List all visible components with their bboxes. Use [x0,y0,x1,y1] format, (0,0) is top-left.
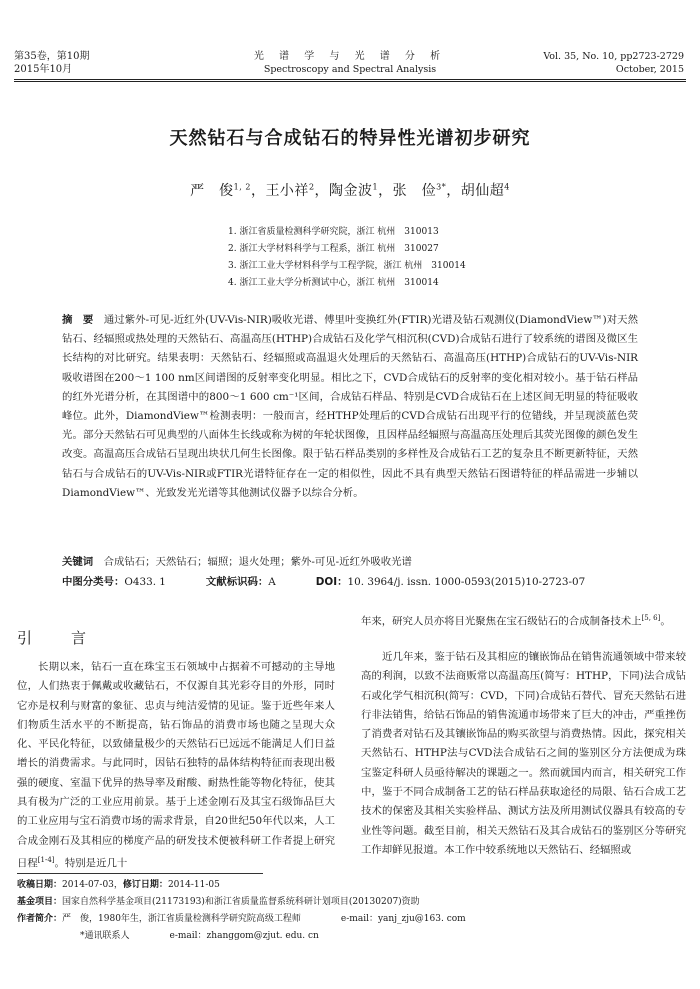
author-sup: 2 [308,182,315,192]
header-volume-cn: 第35卷，第10期 [14,51,90,62]
doi-value: 10. 3964/j. issn. 1000-0593(2015)10-2723-07 [347,576,586,588]
received-label: 收稿日期： [17,880,63,890]
author-name: 张 俭 [392,183,437,199]
affiliation-item: 3. 浙江工业大学材料科学与工程学院，浙江 杭州 310014 [228,261,466,271]
keywords-text: 合成钻石；天然钻石；辐照；退火处理；紫外-可见-近红外吸收光谱 [103,556,412,568]
doi-label: DOI： [315,576,348,588]
body-left-tail: 。特别是近几十 [54,857,128,870]
header-rule [14,79,686,80]
footnote-rule [17,873,263,874]
keywords-label: 关键词 [62,556,94,568]
author-name: 王小祥 [265,183,309,199]
section-title-introduction: 引 言 [17,629,99,647]
author-sup: 1, 2 [233,182,251,192]
author-list: 严 俊$^{1, 2}$，王小祥$^2$，陶金波$^1$，张 俭$^{3*}$，胡仙超$^4$ [190,182,510,199]
header-date-cn: 2015年10月 [14,64,73,75]
footnote-author [17,912,466,927]
header-journal-en: Spectroscopy and Spectral Analysis [263,64,437,75]
author-name: 胡仙超 [460,183,505,199]
author-sup: 3* [436,182,447,192]
header-rule-thin [14,81,686,82]
author-bio-label: 作者简介： [17,914,63,924]
author-bio-value: 严 俊，1980年生，浙江省质量检测科学研究院高级工程师 [62,914,301,924]
header-volume-en-block [543,50,684,76]
header-journal-cn: 光 谱 学 与 光 谱 分 析 [253,51,447,62]
doc-code-label: 文献标识码： [205,576,269,588]
author-name: 陶金波 [329,183,373,199]
affiliation-item: 1. 浙江省质量检测科学研究院，浙江 杭州 310013 [228,227,439,237]
paper-title: 天然钻石与合成钻石的特异性光谱初步研究 [169,128,531,149]
body-left-text: 长期以来，钻石一直在珠宝玉石领域中占据着不可撼动的主导地位，人们热衷于佩戴或收藏钻石，不仅源自其光彩夺目的外形，同时它亦是权利与财富的象征、忠贞与纯洁爱情的见证。鉴于近些年来人们物质生活水平的不断提高，钻石饰品的消费市场也随之呈现大众化、平民化特征，以致储量极少的天然钻石已远远不能满足人们日益增长的消费需求。与此同时，因钻石独特的晶体结构特征而表现出极强的硬度、室温下优异的热导率及耐酸、耐热性能等物化特征，使其具有极为广泛的工业应用前景。基于上述金刚石及其宝石级饰品巨大的工业应用与宝石消费市场的需求背景，自20世纪50年代以来，人工合成金刚石及其相应的梯度产品的研发技术便被科研工作者提上研究日程 [17,661,335,870]
abstract-text: 通过紫外-可见-近红外(UV-Vis-NIR)吸收光谱、傅里叶变换红外(FTIR)光谱及钻石观测仪(DiamondView™)对天然钻石、经辐照或热处理的天然钻石、高温高压(HTHP)合成钻石及化学气相沉积(CVD)合成钻石进行了较系统的谱图及微区生长结构的对比研究。结果表明：天然钻石、经辐照或高温退火处理后的天然钻石、高温高压(HTHP)合成钻石的UV-Vis-NIR吸收谱图在200～1 100 nm区间谱图的反射率变化明显。相比之下，CVD合成钻石的反射率的变化相对较小。基于钻石样品的红外光谱分析，在其图谱中的800～1 600 cm⁻¹区间，合成钻石样品、特别是CVD合成钻石在上述区间无明显的特征吸收峰位。此外，DiamondView™检测表明：一般而言，经HTHP处理后的CVD合成钻石出现平行的位错线，并呈现淡蓝色荧光。部分天然钻石可见典型的八面体生长线或称为树的年轮状图像，且因样品经辐照与高温高压处理后其荧光图像的颜色发生改变。高温高压合成钻石呈现出块状几何生长图像。限于钻石样品类别的多样性及合成钻石工艺的复杂且不断更新特征，天然钻石与合成钻石的UV-Vis-NIR或FTIR光谱特征存在一定的相似性，因此不具有典型天然钻石图谱特征的样品需进一步辅以DiamondView™、光致发光光谱等其他测试仪器予以综合分析。 [62,314,639,499]
affiliation-item: 2. 浙江大学材料科学与工程系，浙江 杭州 310027 [228,244,439,254]
corresponding-label: *通讯联系人 [80,931,130,941]
affiliation-item: 4. 浙江工业大学分析测试中心，浙江 杭州 310014 [228,278,439,288]
author-name: 严 俊 [190,183,234,199]
fund-label: 基金项目： [17,897,63,907]
footnote-dates [17,878,220,893]
affiliation-list [228,224,466,292]
footnote-corresponding [80,929,319,944]
fund-value: 国家自然科学基金项目(21173193)和浙江省质量监督系统科研计划项目(20130207)资助 [62,897,420,907]
clc-label: 中图分类号： [62,576,125,588]
abstract [62,311,638,503]
body-right-cont-tail: 。 [660,615,671,628]
abstract-label: 摘 要 [62,314,94,326]
classification-line [62,573,585,592]
author-sup: 4 [504,182,510,192]
footnote-fund [17,895,420,910]
doc-code-value: A [268,576,276,588]
revised-label: 修订日期： [122,880,168,890]
revised-value: 2014-11-05 [167,880,220,890]
body-right-text: 近几年来，鉴于钻石及其相应的镶嵌饰品在销售流通领域中带来较高的利润，以致不法商贩常以高温高压(简写：HTHP，下同)法合成钻石或化学气相沉积(简写：CVD，下同)合成钻石替代、冒充天然钻石进行非法销售，给钻石饰品的销售流通市场带来了巨大的冲击，严重挫伤了消费者对钻石及其镶嵌饰品的购买欲望与消费热情。因此，探究相关天然钻石、HTHP法与CVD法合成钻石之间的鉴别区分方法便成为珠宝鉴定科研人员亟待解决的课题之一。然而就国内而言，相关研究工作中，鉴于不同合成制备工艺的钻石样品获取途径的局限、钻石合成工艺技术的保密及其相关实验样品、测试方法及所用测试仪器具有较高的专业性等问题。截至目前，相关天然钻石及其合成钻石的鉴别区分等研究工作却鲜见报道。本工作中较系统地以天然钻石、经辐照或 [361,651,686,856]
received-value: 2014-07-03， [62,880,123,890]
body-left-column [17,658,335,874]
author-email: e-mail：yanj_zju@163. com [340,914,466,924]
header-date-en: October, 2015 [615,64,684,75]
author-sup: 1 [372,182,379,192]
header-volume-en: Vol. 35, No. 10, pp2723-2729 [543,51,684,62]
keywords [62,553,412,572]
citation: [5, 6] [641,614,661,622]
citation: [1-4] [37,855,55,864]
clc-value: O433. 1 [124,576,166,588]
corresponding-email: e-mail：zhanggom@zjut. edu. cn [169,931,319,941]
body-right-continuation [361,609,686,632]
body-right-column [361,648,686,860]
body-right-cont-text: 年来，研究人员亦将目光聚焦在宝石级钻石的合成制备技术上 [361,615,642,628]
